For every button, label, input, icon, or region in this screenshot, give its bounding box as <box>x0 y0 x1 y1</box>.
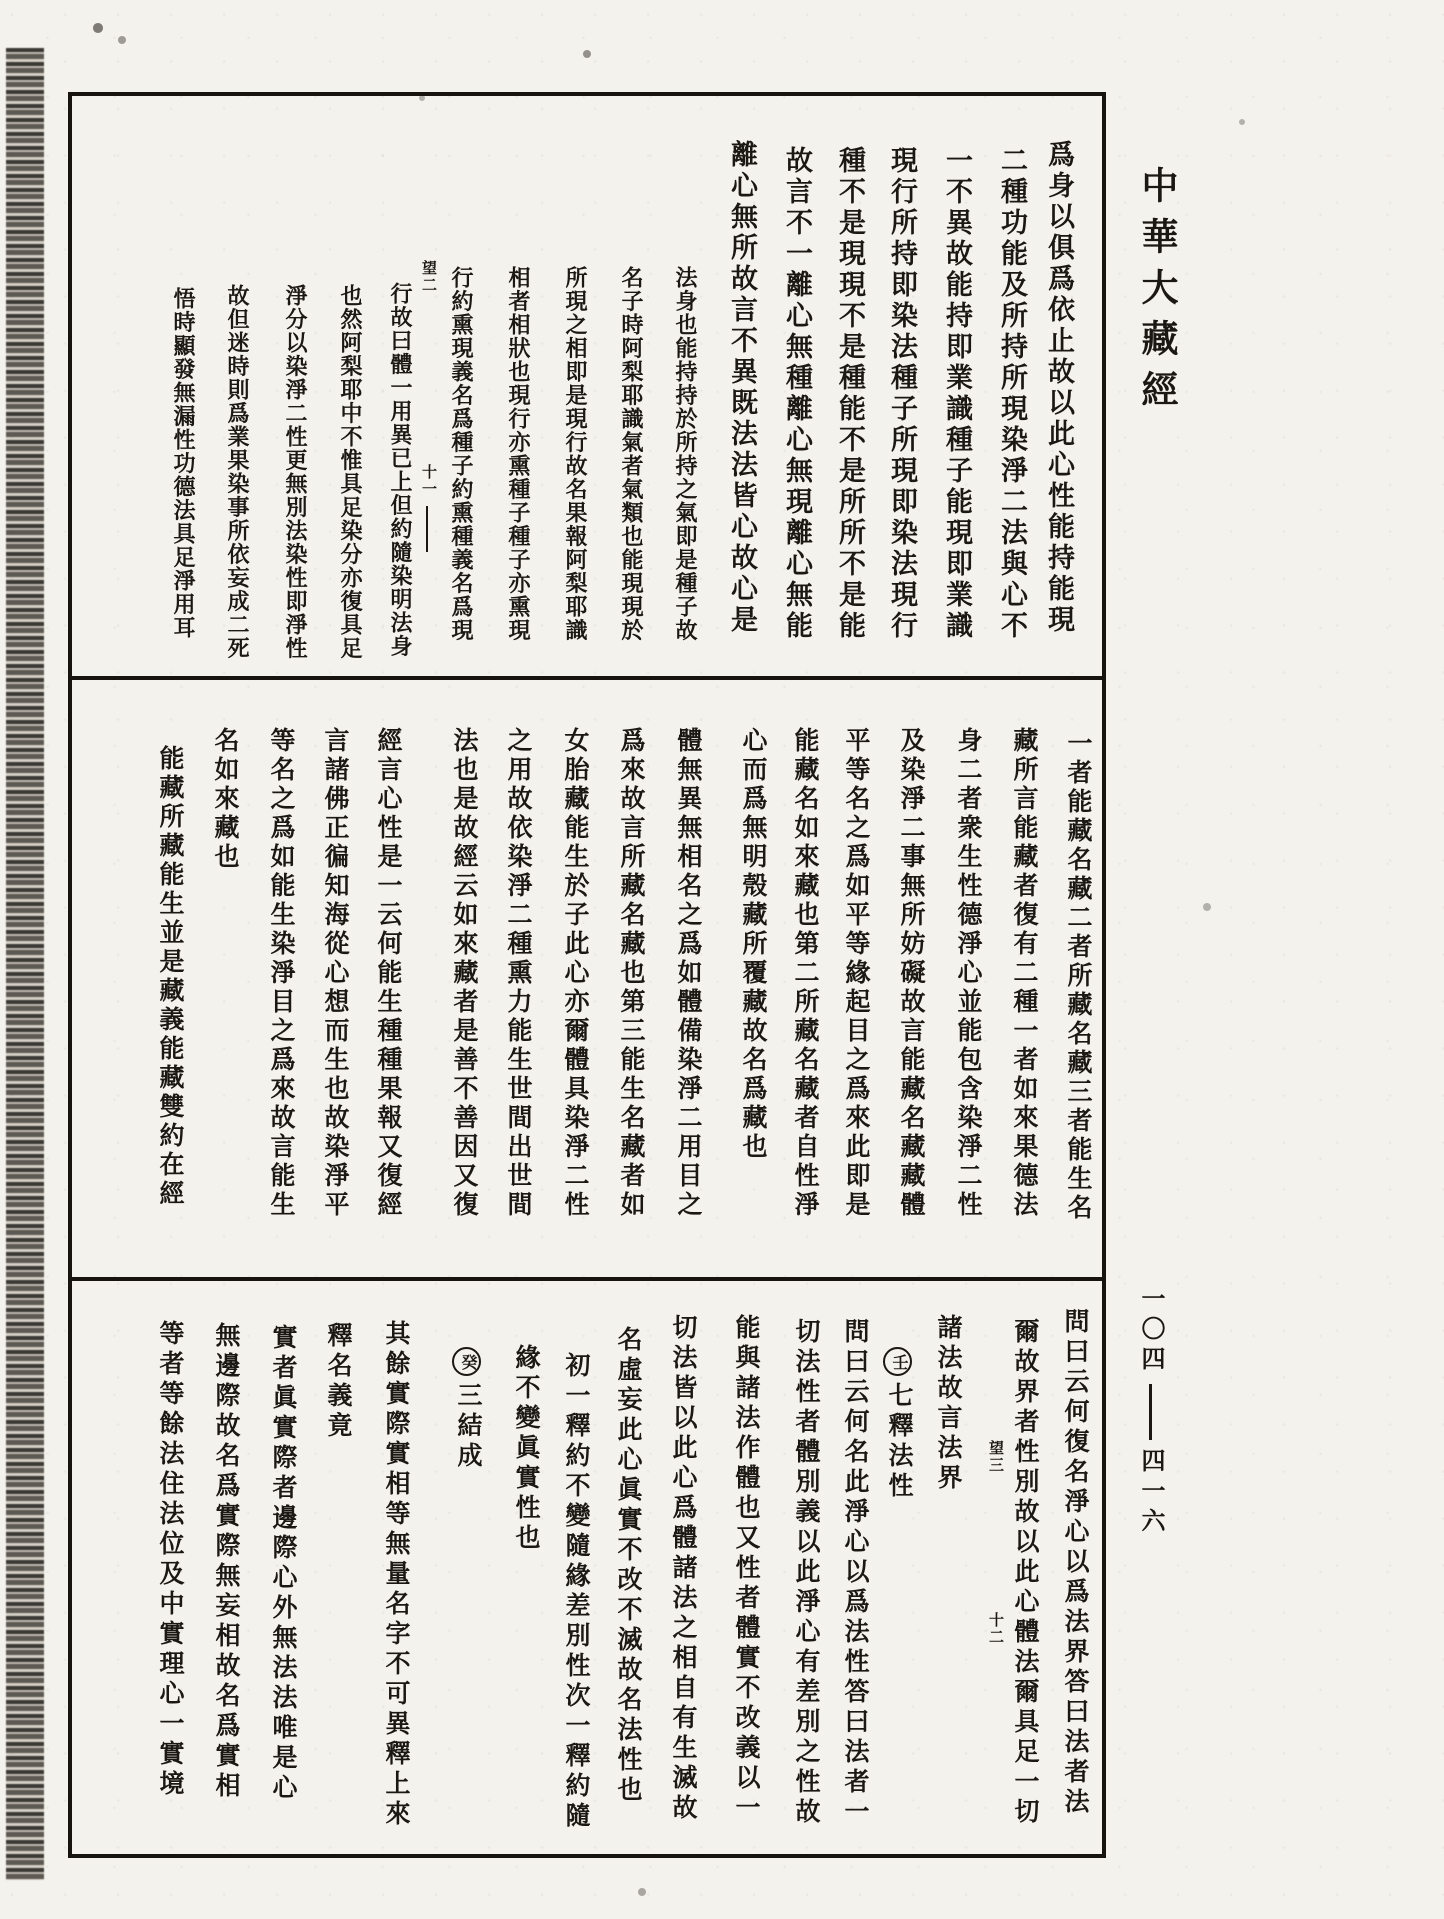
text-column: 心而爲無明殼藏所覆藏故名爲藏也 <box>739 727 766 1162</box>
gutter-shadow <box>6 48 44 1880</box>
text-column: 初一釋約不變隨緣差別性次一釋約隨 <box>562 1352 589 1832</box>
edition-title: 中華大藏經 <box>1135 166 1176 421</box>
text-column: 等名之爲如能生染淨目之爲來故言能生 <box>267 727 294 1220</box>
page-number-rule <box>1149 1384 1152 1440</box>
text-column: 種不是現現不是種能不是所所不是能 <box>835 146 865 642</box>
page-number-volume: 一〇四 <box>1137 1286 1163 1376</box>
section-marker-icon: 癸 <box>452 1347 481 1376</box>
text-column: 爲身以俱爲依止故以此心性能持能現 <box>1044 140 1074 636</box>
block-divider-bottom <box>68 1277 1106 1281</box>
text-column: 平等名之爲如平等緣起目之爲來此即是 <box>842 727 869 1220</box>
text-column: 問曰云何復名淨心以爲法界答曰法者法 <box>1061 1308 1088 1818</box>
text-column: 實者眞實際者邊際心外無法法唯是心 <box>269 1324 296 1804</box>
text-column: 女胎藏能生於子此心亦爾體具染淨二性 <box>561 727 588 1220</box>
text-column: 也然阿梨耶中不惟具足染分亦復具足 <box>338 284 363 660</box>
text-column: 藏所言能藏者復有二種一者如來果德法 <box>1010 727 1037 1220</box>
text-column: 釋名義竟 <box>324 1322 351 1442</box>
scan-specks <box>0 0 4 4</box>
text-column: 離心無所故言不異既法法皆心故心是 <box>727 140 757 636</box>
text-column: 能藏名如來藏也第二所藏名藏者自性淨 <box>791 727 818 1220</box>
text-column: 之用故依染淨二種熏力能生世間出世間 <box>504 727 531 1220</box>
collation-note-text: 十一 <box>420 464 436 498</box>
text-column: 能藏所藏能生並是藏義能藏雙約在經 <box>156 745 183 1209</box>
section-marker-icon: 壬 <box>883 1347 912 1376</box>
text-column: 經言心性是一云何能生種種果報又復經 <box>374 727 401 1220</box>
text-column: 相者相狀也現行亦熏種子種子亦熏現 <box>506 266 531 642</box>
text-column: 故言不一離心無種離心無現離心無能 <box>782 146 812 642</box>
text-column: 一者能藏名藏二者所藏名藏三者能生名 <box>1064 730 1091 1223</box>
collation-note-text: 望三 <box>987 1440 1003 1474</box>
text-column: 諸法故言法界 <box>934 1314 961 1494</box>
text-column: 悟時顯發無漏性功德法具足淨用耳 <box>171 287 196 640</box>
text-column: 等者等餘法住法位及中實理心一實境 <box>156 1320 183 1800</box>
text-column: 法身也能持持於所持之氣即是種子故 <box>673 266 698 642</box>
text-column: 切法皆以此心爲體諸法之相自有生滅故 <box>669 1314 696 1824</box>
text-column: 行故曰體一用異已上但約隨染明法身 <box>388 282 413 658</box>
text-column: 爾故界者性別故以此心體法爾具足一切 <box>1011 1318 1038 1828</box>
text-column: 緣不變眞實性也 <box>512 1344 539 1554</box>
text-column: 無邊際故名爲實際無妄相故名爲實相 <box>212 1322 239 1802</box>
page-number <box>1133 1286 1168 1538</box>
text-column: 行約熏現義名爲種子約熏種義名爲現 <box>449 266 474 642</box>
section-header <box>455 1346 485 1472</box>
text-column: 其餘實際實相等無量名字不可異釋上來 <box>382 1320 409 1830</box>
text-column: 法也是故經云如來藏者是善不善因又復 <box>450 727 477 1220</box>
text-column: 體無異無相名之爲如體備染淨二用目之 <box>674 727 701 1220</box>
collation-note-text: 十二 <box>987 1612 1003 1646</box>
collation-note-rule <box>426 506 428 552</box>
section-header-text: 三結成 <box>454 1382 481 1472</box>
text-column: 名如來藏也 <box>211 727 238 872</box>
text-column: 淨分以染淨二性更無別法染性即淨性 <box>283 284 308 660</box>
text-column: 爲來故言所藏名藏也第三能生名藏者如 <box>617 727 644 1220</box>
page-number-folio: 四一六 <box>1137 1448 1163 1538</box>
text-column: 所現之相即是現行故名果報阿梨耶識 <box>563 266 588 642</box>
text-column: 現行所持即染法種子所現即染法現行 <box>887 146 917 642</box>
text-column: 言諸佛正徧知海從心想而生也故染淨平 <box>321 727 348 1220</box>
text-column: 切法性者體別義以此淨心有差別之性故 <box>792 1318 819 1828</box>
text-column: 故但迷時則爲業果染事所依妄成二死 <box>225 284 250 660</box>
text-column: 問曰云何名此淨心以爲法性答曰法者一 <box>841 1318 868 1828</box>
text-column: 一不異故能持即業識種子能現即業識 <box>942 146 972 642</box>
collation-note-text: 望二 <box>420 260 436 294</box>
text-column: 及染淨二事無所妨礙故言能藏名藏藏體 <box>897 727 924 1220</box>
text-column: 名子時阿梨耶識氣者氣類也能現現於 <box>619 266 644 642</box>
section-header <box>886 1346 916 1502</box>
text-column: 身二者衆生性德淨心並能包含染淨二性 <box>954 727 981 1220</box>
section-header-text: 七釋法性 <box>885 1382 912 1502</box>
text-column: 能與諸法作體也又性者體實不改義以一 <box>732 1314 759 1824</box>
block-divider-top <box>68 676 1106 680</box>
text-column: 二種功能及所持所現染淨二法與心不 <box>997 146 1027 642</box>
text-column: 名虛妄此心眞實不改不滅故名法性也 <box>614 1326 641 1806</box>
